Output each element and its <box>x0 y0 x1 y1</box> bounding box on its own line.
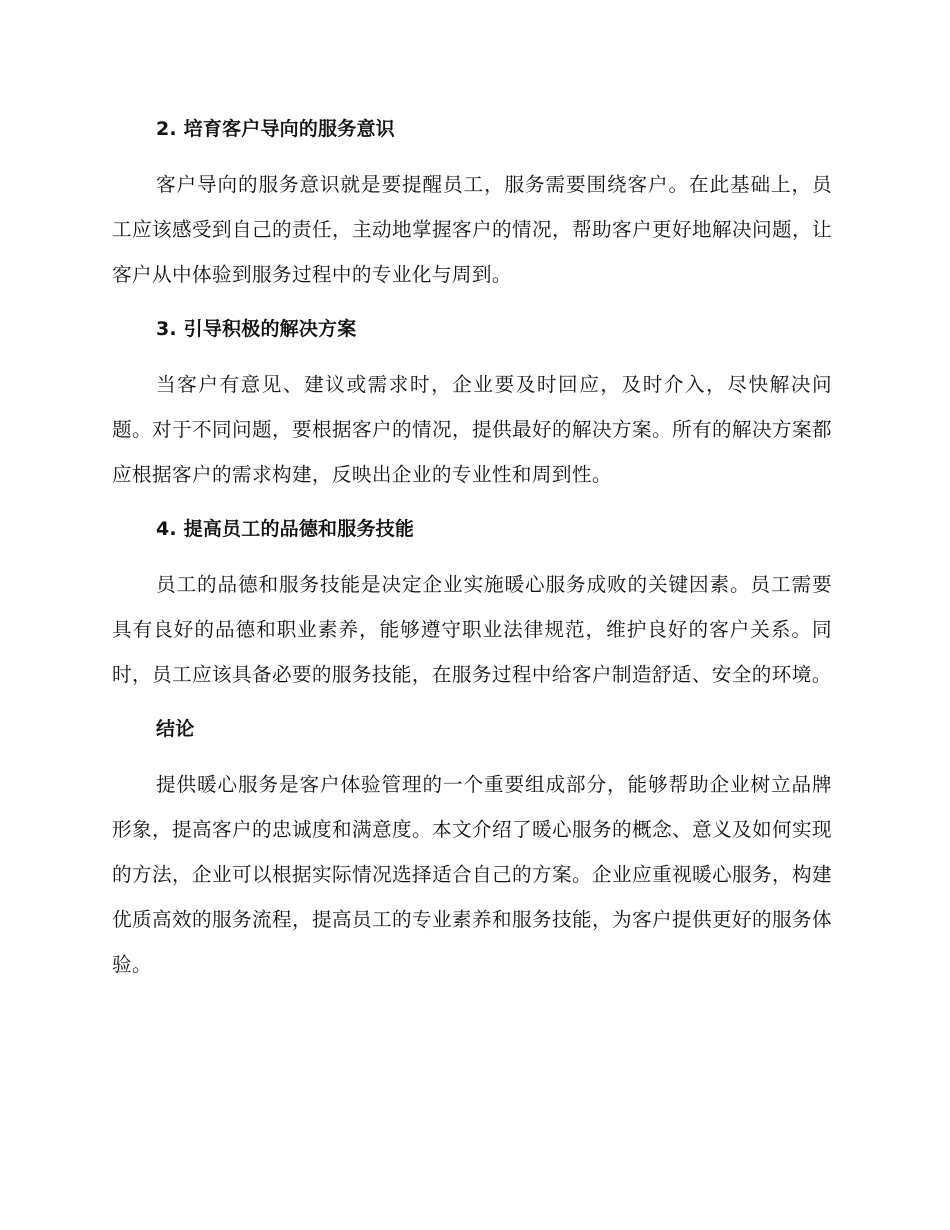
section-heading: 2. 培育客户导向的服务意识 <box>156 118 395 140</box>
section-paragraph: 当客户有意见、建议或需求时，企业要及时回应，及时介入，尽快解决问题。对于不同问题，要根据客户的情况，提供最好的解决方案。所有的解决方案都应根据客户的需求构建，反映出企业的专业性和周到性。 <box>112 373 832 486</box>
section-paragraph: 员工的品德和服务技能是决定企业实施暖心服务成败的关键因素。员工需要具有良好的品德和职业素养，能够遵守职业法律规范，维护良好的客户关系。同时，员工应该具备必要的服务技能，在服务过程中给客户制造舒适、安全的环境。 <box>112 573 832 686</box>
conclusion-heading: 结论 <box>156 718 195 740</box>
section-heading: 4. 提高员工的品德和服务技能 <box>156 518 415 540</box>
conclusion-paragraph: 提供暖心服务是客户体验管理的一个重要组成部分，能够帮助企业树立品牌形象，提高客户的忠诚度和满意度。本文介绍了暖心服务的概念、意义及如何实现的方法，企业可以根据实际情况选择适合自己的方案。企业应重视暖心服务，构建优质高效的服务流程，提高员工的专业素养和服务技能，为客户提供更好的服务体验。 <box>112 773 832 976</box>
section-paragraph: 客户导向的服务意识就是要提醒员工，服务需要围绕客户。在此基础上，员工应该感受到自己的责任，主动地掌握客户的情况，帮助客户更好地解决问题，让客户从中体验到服务过程中的专业化与周到。 <box>112 173 832 286</box>
document-body <box>112 110 832 987</box>
section-heading: 3. 引导积极的解决方案 <box>156 318 357 340</box>
